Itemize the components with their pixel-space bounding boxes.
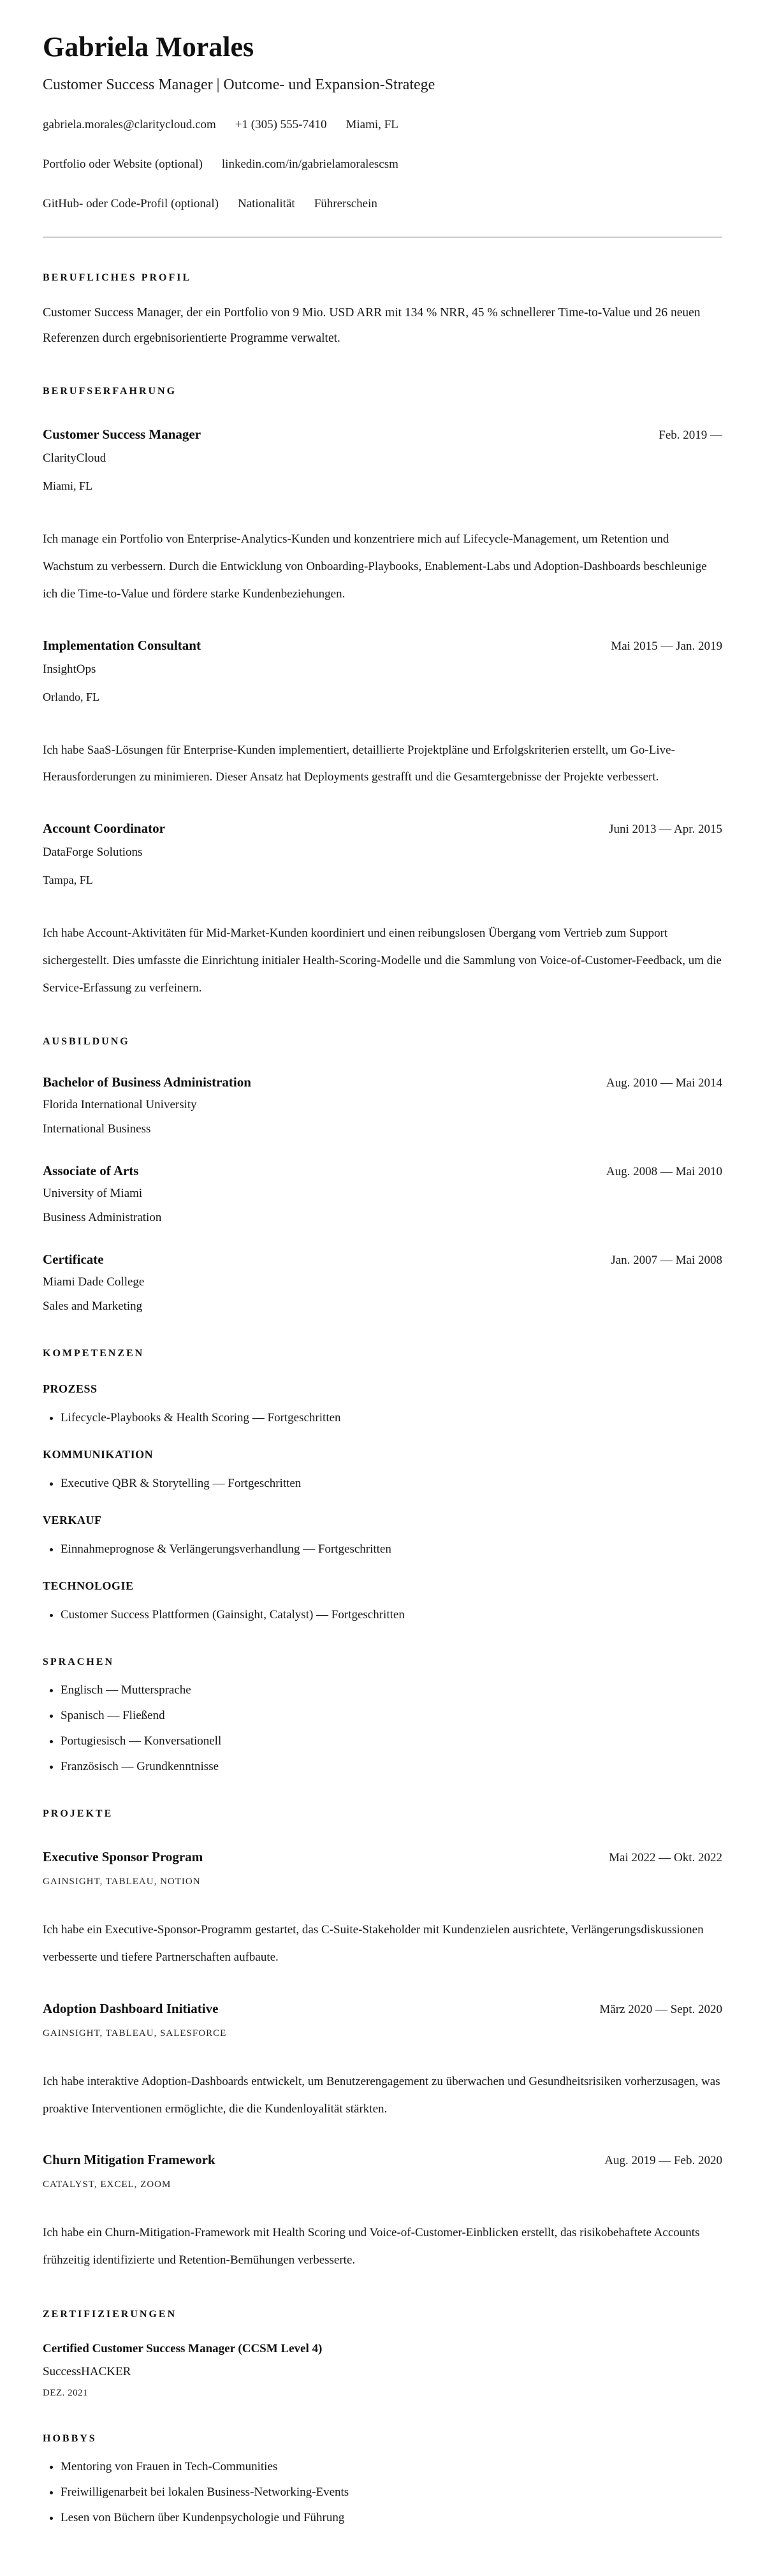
job-location: Orlando, FL [43,690,99,703]
job-company: DataForge Solutions [43,845,143,860]
degree-date: Aug. 2008 — Mai 2010 [606,1165,722,1179]
skill-group-name: PROZESS [43,1382,98,1396]
experience-entry [43,427,722,608]
contact-row-2 [43,157,722,172]
section-skills [43,1348,722,1622]
project-entry [43,2001,722,2123]
projects-heading: PROJEKTE [43,1808,113,1820]
degree-date: Aug. 2010 — Mai 2014 [606,1076,722,1090]
certification-issuer: SuccessHACKER [43,2364,131,2378]
contact-linkedin: linkedin.com/in/gabrielamoralescsm [221,157,398,172]
job-date: Feb. 2019 — [659,428,722,443]
skill-item: • Einnahmeprognose & Verlängerungsverhandlung — Fortgeschritten [61,1542,722,1556]
person-name: Gabriela Morales [43,31,254,62]
section-experience [43,386,722,1002]
section-projects [43,1808,722,2274]
section-certifications [43,2309,722,2399]
degree-date: Jan. 2007 — Mai 2008 [611,1254,722,1268]
job-date: Mai 2015 — Jan. 2019 [611,639,722,653]
skill-group-name: KOMMUNIKATION [43,1448,154,1461]
skill-group-name: VERKAUF [43,1514,102,1527]
degree-field: Business Administration [43,1211,162,1225]
degree-field: International Business [43,1122,151,1136]
skill-list [43,1477,722,1491]
hobby-item: • Freiwilligenarbeit bei lokalen Business-Networking-Events [61,2485,722,2499]
project-title: Executive Sponsor Program [43,1849,203,1865]
profile-summary: Customer Success Manager, der ein Portfolio von 9 Mio. USD ARR mit 134 % NRR, 45 % schnellerer Time-to-Value und 26 neuen Referenzen durch ergebnisorientierte Programme verwaltet. [43,306,701,346]
hobby-item: • Lesen von Büchern über Kundenpsychologie und Führung [61,2511,722,2525]
contact-github-placeholder: GitHub- oder Code-Profil (optional) [43,197,219,211]
contact-phone: +1 (305) 555-7410 [235,118,327,132]
language-item: • Französisch — Grundkenntnisse [61,1760,722,1774]
skill-group-name: TECHNOLOGIE [43,1579,134,1593]
hobby-list [43,2460,722,2525]
contact-row-1 [43,118,722,132]
language-item: • Englisch — Muttersprache [61,1683,722,1697]
job-title: Customer Success Manager [43,427,201,443]
certifications-heading: ZERTIFIZIERUNGEN [43,2308,177,2320]
certification-entry [43,2342,722,2399]
skill-group [43,1448,722,1491]
project-date: Mai 2022 — Okt. 2022 [609,1851,722,1865]
project-entry-header [43,2001,722,2017]
education-entry [43,1163,722,1225]
skills-heading: KOMPETENZEN [43,1348,145,1359]
project-tools: GAINSIGHT, TABLEAU, NOTION [43,1877,201,1887]
experience-entry [43,821,722,1002]
project-date: Aug. 2019 — Feb. 2020 [604,2154,722,2168]
project-entry-header [43,2152,722,2168]
skill-list [43,1608,722,1622]
contact-email: gabriela.morales@claritycloud.com [43,118,216,132]
degree-title: Certificate [43,1252,104,1268]
project-description: Ich habe ein Executive-Sponsor-Programm gestartet, das C-Suite-Stakeholder mit Kundenzielen ausrichtete, Verlängerungsdiskussionen verbesserte und tiefere Partnerschaften aufbaute. [43,1923,704,1965]
job-title: Implementation Consultant [43,637,201,653]
degree-school: Miami Dade College [43,1275,145,1289]
skill-list [43,1411,722,1425]
skill-group [43,1382,722,1425]
education-entry-header [43,1252,722,1268]
education-heading: AUSBILDUNG [43,1036,130,1048]
education-entry [43,1252,722,1314]
experience-entry-header [43,821,722,837]
contact-row-3 [43,197,722,211]
skill-group [43,1579,722,1622]
language-item: • Spanisch — Fließend [61,1709,722,1723]
section-languages [43,1657,722,1774]
hobby-item: • Mentoring von Frauen in Tech-Communities [61,2460,722,2474]
hobbies-heading: HOBBYS [43,2433,97,2444]
contact-nationality: Nationalität [237,197,295,211]
job-description: Ich habe Account-Aktivitäten für Mid-Market-Kunden koordiniert und einen reibungslosen Übergang vom Vertrieb zum Support sichergestellt. Dies umfasste die Einrichtung initialer Health-Scoring-Modelle und die Sammlung von Voice-of-Customer-Feedback, um die Service-Erfassung zu verfeinern. [43,926,722,995]
education-entry [43,1074,722,1136]
certification-date: DEZ. 2021 [43,2387,89,2398]
education-entry-header [43,1163,722,1179]
project-entry [43,2152,722,2274]
job-location: Tampa, FL [43,874,93,887]
degree-title: Bachelor of Business Administration [43,1074,251,1090]
project-tools: CATALYST, EXCEL, ZOOM [43,2179,171,2190]
degree-title: Associate of Arts [43,1163,139,1179]
skill-list [43,1542,722,1556]
contact-drivers-license: Führerschein [314,197,377,211]
skill-item: • Lifecycle-Playbooks & Health Scoring — Fortgeschritten [61,1411,722,1425]
skill-item: • Customer Success Plattformen (Gainsight, Catalyst) — Fortgeschritten [61,1608,722,1622]
contact-block [43,118,722,211]
header-divider [43,237,722,238]
job-title: Account Coordinator [43,821,165,837]
experience-entry-header [43,638,722,654]
job-location: Miami, FL [43,479,93,493]
project-title: Churn Mitigation Framework [43,2152,215,2168]
languages-heading: SPRACHEN [43,1657,115,1668]
section-hobbies [43,2433,722,2525]
language-item: • Portugiesisch — Konversationell [61,1734,722,1748]
project-entry [43,1849,722,1972]
certification-title: Certified Customer Success Manager (CCSM Level 4) [43,2341,323,2355]
experience-heading: BERUFSERFAHRUNG [43,386,177,397]
degree-school: Florida International University [43,1098,197,1112]
project-description: Ich habe interaktive Adoption-Dashboards entwickelt, um Benutzerengagement zu überwachen und Gesundheitsrisiken vorherzusagen, was proaktive Interventionen ermöglichte, die die Kundenloyalität stärkten. [43,2074,720,2116]
degree-field: Sales and Marketing [43,1299,143,1314]
job-description: Ich manage ein Portfolio von Enterprise-Analytics-Kunden und konzentriere mich auf Lifecycle-Management, um Retention und Wachstum zu verbessern. Durch die Entwicklung von Onboarding-Playbooks, Enablement-Labs und Adoption-Dashboards beschleunige ich die Time-to-Value und fördere starke Kundenbeziehungen. [43,532,707,601]
project-entry-header [43,1849,722,1865]
job-date: Juni 2013 — Apr. 2015 [609,823,722,837]
contact-website-placeholder: Portfolio oder Website (optional) [43,157,203,172]
project-title: Adoption Dashboard Initiative [43,2000,219,2016]
job-company: ClarityCloud [43,451,106,465]
project-description: Ich habe ein Churn-Mitigation-Framework mit Health Scoring und Voice-of-Customer-Einblicken erstellt, das risikobehaftete Accounts frühzeitig identifizierte und Retention-Bemühungen verbesserte. [43,2226,700,2267]
degree-school: University of Miami [43,1187,143,1201]
project-date: März 2020 — Sept. 2020 [599,2002,722,2016]
profile-heading: BERUFLICHES PROFIL [43,272,192,284]
section-profile [43,272,722,351]
job-company: InsightOps [43,662,96,676]
experience-entry-header [43,427,722,443]
language-list [43,1683,722,1774]
job-description: Ich habe SaaS-Lösungen für Enterprise-Kunden implementiert, detaillierte Projektpläne und Erfolgskriterien erstellt, um Go-Live-Herausforderungen zu minimieren. Dieser Ansatz hat Deployments gestrafft und die Gesamtergebnisse der Projekte verbessert. [43,743,675,784]
person-headline: Customer Success Manager | Outcome- und Expansion-Stratege [43,77,435,94]
contact-location: Miami, FL [346,118,398,132]
education-entry-header [43,1074,722,1090]
skill-item: • Executive QBR & Storytelling — Fortgeschritten [61,1477,722,1491]
experience-entry [43,638,722,792]
project-tools: GAINSIGHT, TABLEAU, SALESFORCE [43,2028,227,2038]
skill-group [43,1514,722,1556]
section-education [43,1036,722,1314]
